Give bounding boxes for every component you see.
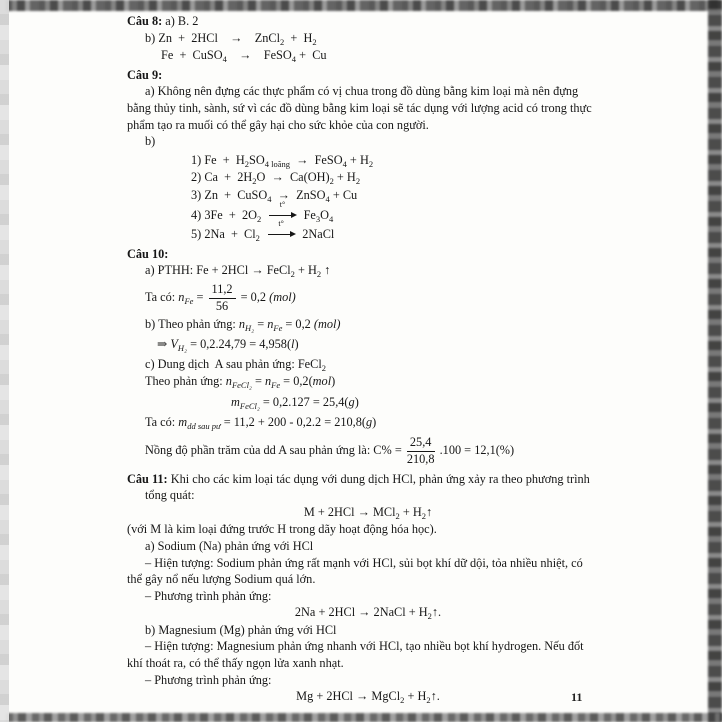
- text-segment: + H: [333, 170, 356, 185]
- fraction-denominator: 56: [215, 298, 229, 313]
- text-segment: 4: [325, 193, 330, 204]
- document-line: [127, 521, 609, 538]
- text-segment: Ta có:: [145, 415, 179, 430]
- text-segment: ↑.: [430, 689, 440, 704]
- text-segment: a) Không nên đựng các thực phẩm có vị chua trong đồ dùng bằng kim loại mà nên đựng: [145, 84, 579, 99]
- arrow-condition-label: t°: [279, 199, 286, 209]
- text-segment: g: [366, 415, 373, 430]
- text-segment: Fe: [271, 380, 281, 391]
- text-segment: + H: [346, 152, 369, 167]
- document-line: [127, 487, 609, 504]
- text-segment: khí thoát ra, có thể thấy ngọn lửa xanh nhạt.: [127, 656, 344, 671]
- scan-edge-bottom: [6, 713, 722, 722]
- fraction-numerator: 25,4: [407, 436, 435, 452]
- text-segment: 2: [316, 269, 322, 280]
- text-segment: (với M là kim loại đứng trước H trong dãy hoạt động hóa học).: [127, 522, 437, 537]
- document-line: [127, 246, 609, 263]
- document-line: [127, 688, 609, 706]
- text-segment: Ta có:: [145, 290, 179, 304]
- text-segment: g: [348, 394, 355, 409]
- document-line: [127, 152, 609, 170]
- text-segment: 3: [315, 213, 321, 224]
- text-segment: + H: [294, 263, 317, 278]
- text-segment: Fe: [297, 207, 316, 222]
- text-segment: n: [178, 290, 185, 304]
- arrow-condition-label: t°: [278, 219, 284, 229]
- scan-edge-top: [6, 0, 722, 11]
- text-segment: tổng quát:: [145, 488, 195, 503]
- text-segment: ↑: [321, 263, 331, 278]
- text-segment: Nồng độ phần trăm của dd A sau phản ứng là: C% =: [145, 443, 405, 458]
- text-segment: O → Ca(OH): [256, 170, 330, 185]
- text-segment: Mg + 2HCl → MgCl: [296, 689, 401, 704]
- text-segment: 2: [290, 269, 295, 280]
- document-line: [127, 100, 609, 117]
- text-segment: m: [231, 394, 240, 409]
- text-segment: M + 2HCl → MCl: [303, 504, 396, 519]
- text-segment: bằng thủy tinh, sành, sứ vì các đồ dùng bằng kim loại sẽ tác dụng với lượng acid có trong thực: [127, 100, 592, 115]
- document-line: [127, 356, 609, 374]
- scan-edge-left: [0, 0, 9, 722]
- text-segment: V: [170, 337, 178, 352]
- text-segment: ↑: [425, 504, 433, 519]
- text-segment: 2: [312, 36, 317, 47]
- text-segment: 2: [368, 158, 374, 169]
- document-line: [127, 67, 609, 84]
- text-segment: ⇒: [157, 337, 171, 352]
- document-line: [127, 30, 609, 48]
- text-segment: 1) Fe + H: [191, 152, 245, 167]
- text-segment: 2) Ca + 2H: [191, 170, 253, 185]
- text-segment: 2: [329, 176, 334, 187]
- text-segment: 2: [252, 176, 257, 187]
- text-segment: Fe + CuSO: [161, 48, 223, 63]
- text-segment: m: [178, 415, 188, 430]
- text-segment: dd sau pư: [187, 421, 221, 432]
- text-segment: =: [254, 317, 268, 332]
- text-segment: – Phương trình phản ứng:: [145, 672, 272, 687]
- text-segment: 2: [426, 695, 431, 706]
- document-line: [127, 414, 609, 432]
- text-segment: 2: [321, 362, 327, 373]
- scan-edge-right: [708, 0, 722, 722]
- text-segment: a) PTHH: Fe + 2HCl → FeCl: [145, 263, 291, 278]
- text-segment: =: [193, 290, 207, 304]
- text-segment: b) Theo phản ứng:: [145, 317, 239, 332]
- text-segment: Fe: [184, 296, 194, 306]
- fraction: [407, 436, 435, 467]
- document-line: [127, 471, 609, 488]
- text-segment: 2: [421, 510, 426, 521]
- text-segment: = 0,2.24,79 = 4,958(: [187, 337, 292, 352]
- document-line: [127, 604, 609, 622]
- text-segment: 4: [329, 213, 334, 224]
- text-segment: = 0,2.127 = 25,4(: [259, 394, 349, 409]
- text-segment: c) Dung dịch A sau phản ứng: FeCl: [145, 356, 322, 371]
- text-segment: = 11,2 + 200 - 0,2.2 = 210,8(: [220, 415, 366, 430]
- document-line: [127, 262, 609, 280]
- text-segment: O: [320, 207, 330, 222]
- text-segment: 2: [280, 36, 285, 47]
- text-segment: n: [225, 374, 232, 389]
- text-segment: Câu 8:: [127, 14, 166, 28]
- text-segment: 2NaCl: [296, 227, 335, 242]
- document-line: [127, 504, 609, 522]
- text-segment: n: [264, 374, 272, 389]
- text-segment: + H: [404, 689, 427, 704]
- text-segment: H₂: [177, 343, 187, 354]
- text-segment: Theo phản ứng:: [145, 374, 226, 389]
- text-segment: ): [331, 374, 336, 389]
- text-segment: 4: [222, 54, 227, 65]
- text-segment: + H: [284, 30, 313, 45]
- document-line: [127, 638, 609, 655]
- text-segment: a) Sodium (Na) phản ứng với HCl: [145, 538, 314, 553]
- document-line: [127, 13, 609, 30]
- text-segment: 5) 2Na + Cl: [191, 227, 256, 242]
- text-segment: FeCl₂: [239, 400, 260, 411]
- text-segment: 2: [257, 213, 262, 224]
- text-segment: 4 loãng: [264, 158, 290, 169]
- text-segment: FeCl₂: [231, 380, 252, 391]
- text-segment: – Hiện tượng: Magnesium phản ứng nhanh với HCl, tạo nhiều bọt khí hydrogen. Nếu đốt: [145, 639, 584, 654]
- fraction: [209, 283, 236, 314]
- page-number: 11: [571, 690, 583, 704]
- document-line: [127, 316, 609, 334]
- document-line: [127, 588, 609, 605]
- text-segment: a) B. 2: [165, 14, 199, 28]
- document-line: [127, 199, 609, 225]
- text-segment: = 0,2: [282, 317, 314, 332]
- fraction-numerator: 11,2: [209, 283, 236, 299]
- text-segment: Fe: [273, 323, 283, 334]
- text-segment: thể gây nổ nếu lượng Sodium quá lớn.: [127, 572, 316, 587]
- text-segment: 2: [255, 233, 260, 244]
- text-segment: – Hiện tượng: Sodium phản ứng rất mạnh với HCl, sủi bọt khí dữ dội, tỏa nhiều nhiệt, có: [145, 555, 583, 570]
- text-segment: → FeSO: [289, 152, 343, 167]
- text-segment: (mol): [313, 317, 341, 332]
- text-segment: → FeSO: [226, 48, 292, 63]
- document-line: [127, 47, 609, 65]
- text-segment: b): [145, 134, 156, 149]
- document-line: [127, 187, 609, 205]
- text-segment: ): [354, 394, 359, 409]
- text-segment: → ZnSO: [271, 187, 326, 202]
- fraction-denominator: 210,8: [406, 451, 435, 466]
- text-segment: ): [372, 415, 377, 430]
- text-segment: 2: [244, 158, 249, 169]
- document-line: [127, 538, 609, 555]
- text-segment: = 0,2(: [280, 374, 313, 389]
- text-segment: phẩm tạo ra muối có thể gây hại cho sức khỏe của con người.: [127, 117, 429, 132]
- text-segment: 2: [395, 510, 400, 521]
- document-line: [127, 283, 609, 314]
- document-line: [127, 336, 609, 354]
- text-segment: l: [291, 337, 295, 352]
- text-segment: ↑.: [431, 605, 442, 620]
- document-line: [127, 555, 609, 572]
- text-segment: SO: [248, 152, 265, 167]
- text-segment: =: [251, 374, 265, 389]
- arrow-shaft: [268, 234, 294, 235]
- text-segment: 3) Zn + CuSO: [191, 187, 268, 202]
- text-segment: 2: [400, 695, 405, 706]
- text-segment: + Cu: [329, 187, 358, 202]
- text-segment: 2: [427, 611, 432, 622]
- text-segment: + H: [399, 504, 422, 519]
- document-line: [127, 373, 609, 391]
- text-segment: b) Zn + 2HCl → ZnCl: [145, 30, 281, 45]
- document-line: [127, 672, 609, 689]
- text-segment: ): [294, 337, 299, 352]
- document-line: [127, 436, 609, 467]
- text-segment: 4) 3Fe + 2O: [191, 207, 258, 222]
- document-line: [127, 622, 609, 639]
- document-line: [127, 655, 609, 672]
- document-line: [127, 219, 609, 244]
- text-segment: Khi cho các kim loại tác dụng với dung dịch HCl, phản ứng xảy ra theo phương trình: [170, 471, 590, 486]
- text-segment: Câu 10:: [127, 246, 169, 261]
- text-segment: H₂: [245, 323, 255, 334]
- text-segment: + Cu: [296, 48, 327, 63]
- text-segment: n: [238, 317, 246, 332]
- text-segment: 4: [342, 158, 347, 169]
- text-segment: Câu 9:: [127, 67, 163, 82]
- text-segment: 2Na + 2HCl → 2NaCl + H: [294, 605, 428, 620]
- document-line: [127, 394, 609, 412]
- text-segment: – Phương trình phản ứng:: [145, 588, 272, 603]
- text-segment: Câu 11:: [127, 471, 171, 486]
- text-segment: .100 = 12,1(%): [436, 443, 515, 458]
- document-line: [127, 571, 609, 588]
- document-lines: [127, 13, 609, 706]
- text-segment: = 0,2: [237, 290, 270, 304]
- document-line: [127, 83, 609, 100]
- text-segment: (mol): [269, 290, 296, 304]
- text-segment: n: [267, 317, 274, 332]
- text-segment: 4: [291, 54, 297, 65]
- document-line: [127, 133, 609, 150]
- text-segment: b) Magnesium (Mg) phản ứng với HCl: [145, 622, 337, 637]
- reaction-arrow-icon: [266, 219, 296, 243]
- text-segment: mol: [312, 374, 332, 389]
- document-line: [127, 169, 609, 187]
- text-segment: 2: [355, 176, 361, 187]
- document-line: [127, 117, 609, 134]
- text-segment: 4: [267, 193, 272, 204]
